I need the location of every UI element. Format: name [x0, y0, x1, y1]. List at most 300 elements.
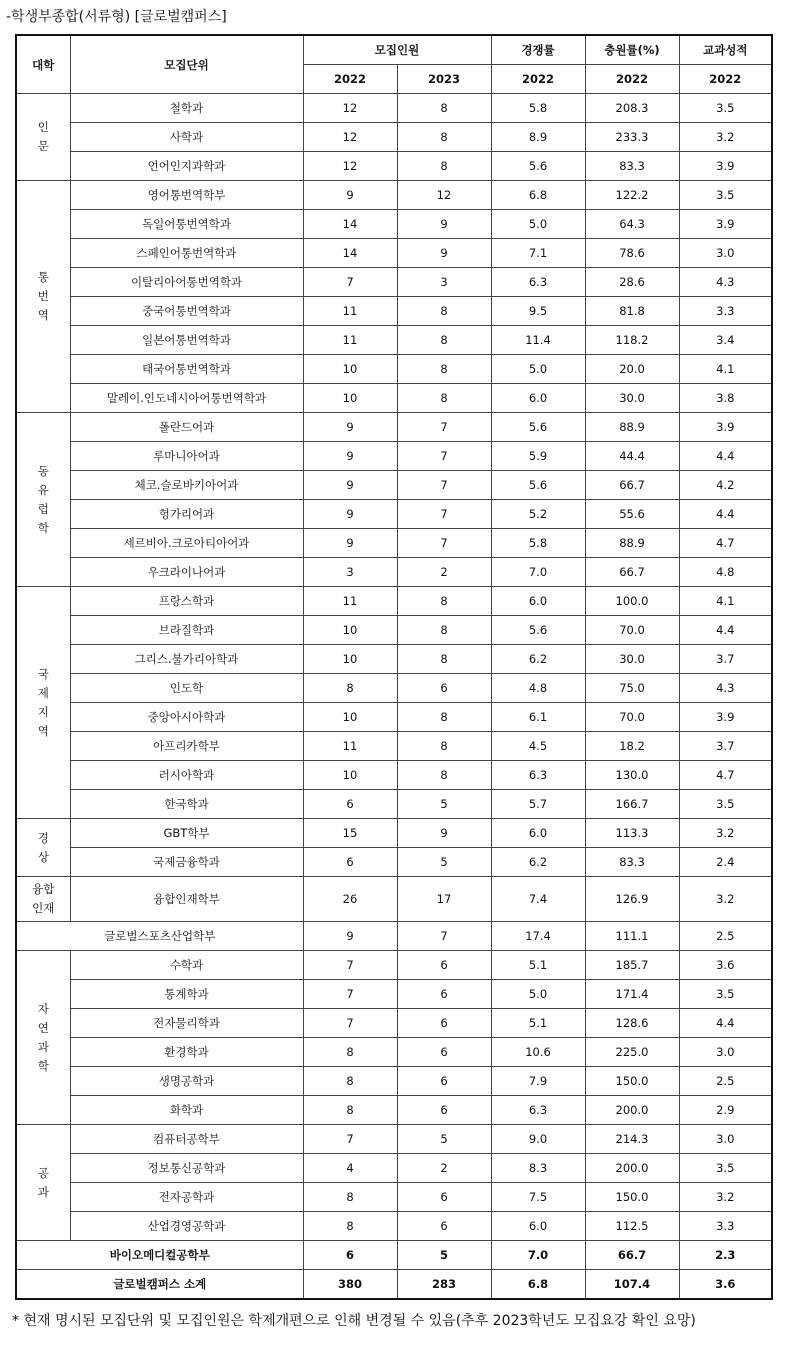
value-cell: 7 — [303, 1125, 397, 1154]
unit-name: 그리스.불가리아학과 — [70, 645, 303, 674]
value-cell: 6.0 — [491, 1212, 585, 1241]
value-cell: 8 — [303, 1212, 397, 1241]
value-cell: 8 — [397, 326, 491, 355]
college-name-part: 인 — [37, 120, 49, 134]
value-cell: 70.0 — [585, 616, 679, 645]
value-cell: 8 — [397, 616, 491, 645]
unit-name: 독일어통번역학과 — [70, 210, 303, 239]
value-cell: 9 — [397, 819, 491, 848]
value-cell: 9.5 — [491, 297, 585, 326]
value-cell: 5.8 — [491, 529, 585, 558]
header-grade: 교과성적 — [679, 35, 772, 65]
value-cell: 8 — [397, 123, 491, 152]
table-row — [16, 980, 772, 1009]
value-cell: 81.8 — [585, 297, 679, 326]
college-name-part: 공 — [37, 1165, 49, 1180]
value-cell: 9 — [303, 922, 397, 951]
header-year: 2022 — [679, 65, 772, 94]
college-name-part: 동 — [37, 463, 49, 478]
value-cell: 12 — [397, 181, 491, 210]
table-row — [16, 1183, 772, 1212]
college-name-part: 융합 — [32, 882, 55, 896]
unit-name: 인도학 — [70, 674, 303, 703]
header-fill-rate: 충원률(%) — [585, 35, 679, 65]
value-cell: 2.4 — [679, 848, 772, 877]
value-cell: 28.6 — [585, 268, 679, 297]
header-year: 2022 — [585, 65, 679, 94]
value-cell: 9 — [303, 442, 397, 471]
value-cell: 3.9 — [679, 152, 772, 181]
value-cell: 11 — [303, 732, 397, 761]
value-cell: 30.0 — [585, 645, 679, 674]
value-cell: 12 — [303, 94, 397, 123]
value-cell: 3.6 — [679, 1270, 772, 1300]
table-row — [16, 268, 772, 297]
table-row — [16, 1038, 772, 1067]
value-cell: 12 — [303, 123, 397, 152]
unit-name: 태국어통번역학과 — [70, 355, 303, 384]
value-cell: 2.5 — [679, 1067, 772, 1096]
value-cell: 8 — [397, 761, 491, 790]
value-cell: 3 — [397, 268, 491, 297]
value-cell: 200.0 — [585, 1154, 679, 1183]
unit-name: 정보통신공학과 — [70, 1154, 303, 1183]
value-cell: 3.3 — [679, 1212, 772, 1241]
value-cell: 6.0 — [491, 819, 585, 848]
header-college: 대학 — [16, 35, 70, 94]
value-cell: 3.5 — [679, 980, 772, 1009]
unit-name: 프랑스학과 — [70, 587, 303, 616]
value-cell: 11 — [303, 587, 397, 616]
value-cell: 6 — [397, 674, 491, 703]
college-name-part: 학 — [37, 520, 49, 535]
value-cell: 7.4 — [491, 877, 585, 922]
value-cell: 5.7 — [491, 790, 585, 819]
table-row — [16, 384, 772, 413]
unit-name: 아프리카학부 — [70, 732, 303, 761]
value-cell: 10 — [303, 761, 397, 790]
value-cell: 11.4 — [491, 326, 585, 355]
value-cell: 6 — [397, 1038, 491, 1067]
unit-name: 생명공학과 — [70, 1067, 303, 1096]
value-cell: 5.6 — [491, 471, 585, 500]
value-cell: 6 — [397, 1096, 491, 1125]
value-cell: 6.2 — [491, 848, 585, 877]
value-cell: 10 — [303, 355, 397, 384]
header-unit: 모집단위 — [70, 35, 303, 94]
header-quota: 모집인원 — [303, 35, 491, 65]
college-name — [16, 413, 70, 587]
value-cell: 7 — [397, 442, 491, 471]
value-cell: 10 — [303, 616, 397, 645]
value-cell: 88.9 — [585, 413, 679, 442]
value-cell: 118.2 — [585, 326, 679, 355]
value-cell: 8 — [397, 645, 491, 674]
value-cell: 225.0 — [585, 1038, 679, 1067]
value-cell: 7.9 — [491, 1067, 585, 1096]
value-cell: 3.0 — [679, 239, 772, 268]
value-cell: 70.0 — [585, 703, 679, 732]
value-cell: 83.3 — [585, 152, 679, 181]
table-row — [16, 500, 772, 529]
value-cell: 113.3 — [585, 819, 679, 848]
college-name-part: 연 — [37, 1020, 49, 1035]
value-cell: 14 — [303, 210, 397, 239]
college-name — [16, 819, 70, 877]
value-cell: 10.6 — [491, 1038, 585, 1067]
unit-name: 헝가리어과 — [70, 500, 303, 529]
table-row — [16, 674, 772, 703]
value-cell: 9 — [303, 529, 397, 558]
value-cell: 15 — [303, 819, 397, 848]
value-cell: 3.9 — [679, 703, 772, 732]
unit-name: 융합인재학부 — [70, 877, 303, 922]
value-cell: 5 — [397, 1241, 491, 1270]
unit-name: 영어통번역학부 — [70, 181, 303, 210]
value-cell: 7 — [397, 922, 491, 951]
value-cell: 233.3 — [585, 123, 679, 152]
value-cell: 10 — [303, 384, 397, 413]
value-cell: 3.2 — [679, 1183, 772, 1212]
value-cell: 3.2 — [679, 819, 772, 848]
table-row — [16, 210, 772, 239]
value-cell: 88.9 — [585, 529, 679, 558]
value-cell: 6 — [397, 1009, 491, 1038]
value-cell: 44.4 — [585, 442, 679, 471]
value-cell: 4.7 — [679, 529, 772, 558]
value-cell: 5.1 — [491, 1009, 585, 1038]
unit-name: 화학과 — [70, 1096, 303, 1125]
value-cell: 7 — [397, 529, 491, 558]
value-cell: 5.0 — [491, 355, 585, 384]
value-cell: 4.3 — [679, 674, 772, 703]
value-cell: 6.1 — [491, 703, 585, 732]
college-name-part: 역 — [37, 308, 49, 322]
value-cell: 7.0 — [491, 558, 585, 587]
value-cell: 64.3 — [585, 210, 679, 239]
value-cell: 4.1 — [679, 587, 772, 616]
college-name — [16, 587, 70, 819]
value-cell: 8 — [303, 1096, 397, 1125]
value-cell: 7 — [303, 951, 397, 980]
value-cell: 5.2 — [491, 500, 585, 529]
value-cell: 8 — [397, 94, 491, 123]
value-cell: 4.4 — [679, 616, 772, 645]
unit-name: 루마니아어과 — [70, 442, 303, 471]
value-cell: 75.0 — [585, 674, 679, 703]
value-cell: 5.1 — [491, 951, 585, 980]
college-name-part: 과 — [37, 1039, 49, 1054]
unit-name: 통계학과 — [70, 980, 303, 1009]
college-name — [16, 1125, 70, 1241]
value-cell: 4.2 — [679, 471, 772, 500]
college-name-part: 역 — [37, 723, 49, 738]
value-cell: 4 — [303, 1154, 397, 1183]
table-row — [16, 239, 772, 268]
value-cell: 66.7 — [585, 1241, 679, 1270]
college-name-part: 통 — [37, 270, 49, 284]
value-cell: 107.4 — [585, 1270, 679, 1300]
value-cell: 7.0 — [491, 1241, 585, 1270]
value-cell: 100.0 — [585, 587, 679, 616]
value-cell: 8.3 — [491, 1154, 585, 1183]
value-cell: 2.9 — [679, 1096, 772, 1125]
unit-name: 러시아학과 — [70, 761, 303, 790]
value-cell: 3 — [303, 558, 397, 587]
value-cell: 4.1 — [679, 355, 772, 384]
table-row — [16, 181, 772, 210]
unit-name: 전자공학과 — [70, 1183, 303, 1212]
value-cell: 6.0 — [491, 587, 585, 616]
value-cell: 20.0 — [585, 355, 679, 384]
unit-name: 산업경영공학과 — [70, 1212, 303, 1241]
table-row — [16, 1212, 772, 1241]
table-row — [16, 123, 772, 152]
unit-name: 말레이.인도네시아어통번역학과 — [70, 384, 303, 413]
value-cell: 3.8 — [679, 384, 772, 413]
value-cell: 6 — [397, 1183, 491, 1212]
table-row — [16, 703, 772, 732]
value-cell: 17 — [397, 877, 491, 922]
footnote: * 현재 명시된 모집단위 및 모집인원은 학제개편으로 인해 변경될 수 있음(추후 2023학년도 모집요강 확인 요망) — [12, 1313, 696, 1329]
value-cell: 8 — [303, 674, 397, 703]
value-cell: 6.3 — [491, 268, 585, 297]
header-year: 2023 — [397, 65, 491, 94]
value-cell: 6.8 — [491, 1270, 585, 1300]
value-cell: 78.6 — [585, 239, 679, 268]
unit-name: 사학과 — [70, 123, 303, 152]
value-cell: 283 — [397, 1270, 491, 1300]
unit-name: 글로벌캠퍼스 소계 — [16, 1270, 303, 1300]
table-row — [16, 297, 772, 326]
table-row — [16, 761, 772, 790]
college-name-part: 상 — [37, 849, 49, 864]
unit-name: 바이오메디컬공학부 — [16, 1241, 303, 1270]
page-title: -학생부종합(서류형) [글로벌캠퍼스] — [6, 9, 227, 25]
value-cell: 9 — [303, 413, 397, 442]
college-name-part: 문 — [37, 139, 49, 153]
unit-name: 일본어통번역학과 — [70, 326, 303, 355]
value-cell: 5 — [397, 1125, 491, 1154]
value-cell: 3.0 — [679, 1038, 772, 1067]
value-cell: 17.4 — [491, 922, 585, 951]
unit-name: 환경학과 — [70, 1038, 303, 1067]
value-cell: 5.6 — [491, 616, 585, 645]
value-cell: 5 — [397, 848, 491, 877]
value-cell: 7 — [397, 500, 491, 529]
value-cell: 122.2 — [585, 181, 679, 210]
value-cell: 214.3 — [585, 1125, 679, 1154]
unit-name: 세르비아.크로아티아어과 — [70, 529, 303, 558]
value-cell: 4.5 — [491, 732, 585, 761]
table-row — [16, 326, 772, 355]
value-cell: 8 — [303, 1038, 397, 1067]
value-cell: 55.6 — [585, 500, 679, 529]
unit-name: 수학과 — [70, 951, 303, 980]
value-cell: 3.5 — [679, 181, 772, 210]
value-cell: 10 — [303, 703, 397, 732]
value-cell: 7 — [303, 1009, 397, 1038]
table-row — [16, 355, 772, 384]
value-cell: 4.7 — [679, 761, 772, 790]
value-cell: 26 — [303, 877, 397, 922]
table-row — [16, 1125, 772, 1154]
table-row — [16, 529, 772, 558]
value-cell: 6 — [397, 1212, 491, 1241]
value-cell: 3.9 — [679, 413, 772, 442]
table-row — [16, 819, 772, 848]
value-cell: 3.2 — [679, 877, 772, 922]
value-cell: 66.7 — [585, 471, 679, 500]
table-row — [16, 877, 772, 922]
value-cell: 7.1 — [491, 239, 585, 268]
value-cell: 6 — [303, 848, 397, 877]
table-row — [16, 152, 772, 181]
value-cell: 6 — [397, 1067, 491, 1096]
college-name-part: 럽 — [37, 501, 49, 516]
value-cell: 6 — [397, 980, 491, 1009]
unit-name: 이탈리아어통번역학과 — [70, 268, 303, 297]
value-cell: 3.5 — [679, 1154, 772, 1183]
value-cell: 7 — [397, 413, 491, 442]
unit-name: 폴란드어과 — [70, 413, 303, 442]
value-cell: 3.3 — [679, 297, 772, 326]
value-cell: 2 — [397, 1154, 491, 1183]
table-row — [16, 848, 772, 877]
college-name-part: 인재 — [32, 901, 55, 915]
unit-name: 전자물리학과 — [70, 1009, 303, 1038]
unit-name: 컴퓨터공학부 — [70, 1125, 303, 1154]
value-cell: 5.9 — [491, 442, 585, 471]
value-cell: 111.1 — [585, 922, 679, 951]
unit-name: 중앙아시아학과 — [70, 703, 303, 732]
college-name-part: 학 — [37, 1058, 49, 1073]
value-cell: 8 — [397, 732, 491, 761]
value-cell: 10 — [303, 645, 397, 674]
unit-name: 우크라이나어과 — [70, 558, 303, 587]
value-cell: 7.5 — [491, 1183, 585, 1212]
value-cell: 4.4 — [679, 500, 772, 529]
value-cell: 3.7 — [679, 732, 772, 761]
value-cell: 6 — [303, 1241, 397, 1270]
college-name-part: 경 — [37, 830, 49, 845]
value-cell: 3.5 — [679, 94, 772, 123]
value-cell: 11 — [303, 297, 397, 326]
value-cell: 5.0 — [491, 210, 585, 239]
value-cell: 6.8 — [491, 181, 585, 210]
header-year: 2022 — [303, 65, 397, 94]
table-row — [16, 94, 772, 123]
value-cell: 5.6 — [491, 152, 585, 181]
value-cell: 5.0 — [491, 980, 585, 1009]
value-cell: 9 — [303, 471, 397, 500]
value-cell: 7 — [303, 268, 397, 297]
value-cell: 12 — [303, 152, 397, 181]
value-cell: 150.0 — [585, 1183, 679, 1212]
value-cell: 2.5 — [679, 922, 772, 951]
unit-name: 한국학과 — [70, 790, 303, 819]
table-row — [16, 413, 772, 442]
value-cell: 112.5 — [585, 1212, 679, 1241]
value-cell: 3.0 — [679, 1125, 772, 1154]
college-name-part: 과 — [37, 1184, 49, 1199]
value-cell: 3.9 — [679, 210, 772, 239]
value-cell: 8 — [397, 152, 491, 181]
college-name-part: 제 — [37, 685, 49, 700]
value-cell: 6.2 — [491, 645, 585, 674]
value-cell: 8 — [303, 1067, 397, 1096]
value-cell: 11 — [303, 326, 397, 355]
value-cell: 208.3 — [585, 94, 679, 123]
college-name-part: 번 — [37, 289, 49, 303]
value-cell: 8 — [397, 587, 491, 616]
college-name — [16, 877, 70, 922]
table-row — [16, 922, 772, 951]
unit-name: 철학과 — [70, 94, 303, 123]
unit-name: GBT학부 — [70, 819, 303, 848]
college-name-part: 지 — [37, 704, 49, 719]
unit-name: 브라질학과 — [70, 616, 303, 645]
value-cell: 150.0 — [585, 1067, 679, 1096]
value-cell: 8 — [397, 297, 491, 326]
value-cell: 2 — [397, 558, 491, 587]
value-cell: 18.2 — [585, 732, 679, 761]
value-cell: 130.0 — [585, 761, 679, 790]
unit-name: 체코.슬로바키아어과 — [70, 471, 303, 500]
table-row — [16, 1270, 772, 1300]
table-row — [16, 442, 772, 471]
table-row — [16, 1009, 772, 1038]
unit-name: 국제금융학과 — [70, 848, 303, 877]
value-cell: 8.9 — [491, 123, 585, 152]
unit-name: 언어인지과학과 — [70, 152, 303, 181]
value-cell: 8 — [397, 703, 491, 732]
college-name — [16, 181, 70, 413]
value-cell: 3.6 — [679, 951, 772, 980]
value-cell: 6.3 — [491, 1096, 585, 1125]
value-cell: 9.0 — [491, 1125, 585, 1154]
value-cell: 6 — [303, 790, 397, 819]
value-cell: 3.4 — [679, 326, 772, 355]
table-row — [16, 1096, 772, 1125]
value-cell: 6 — [397, 951, 491, 980]
value-cell: 2.3 — [679, 1241, 772, 1270]
value-cell: 4.4 — [679, 1009, 772, 1038]
table-row — [16, 951, 772, 980]
value-cell: 8 — [397, 355, 491, 384]
college-name — [16, 94, 70, 181]
table-row — [16, 587, 772, 616]
value-cell: 9 — [303, 500, 397, 529]
admission-table — [15, 34, 773, 1300]
value-cell: 200.0 — [585, 1096, 679, 1125]
value-cell: 14 — [303, 239, 397, 268]
value-cell: 4.8 — [679, 558, 772, 587]
value-cell: 185.7 — [585, 951, 679, 980]
value-cell: 3.5 — [679, 790, 772, 819]
table-body — [16, 94, 772, 1300]
college-name — [16, 951, 70, 1125]
college-name-part: 국 — [37, 666, 49, 681]
value-cell: 4.8 — [491, 674, 585, 703]
unit-name: 글로벌스포츠산업학부 — [16, 922, 303, 951]
unit-name: 스페인어통번역학과 — [70, 239, 303, 268]
value-cell: 3.7 — [679, 645, 772, 674]
table-row — [16, 645, 772, 674]
value-cell: 7 — [303, 980, 397, 1009]
table-row — [16, 790, 772, 819]
value-cell: 66.7 — [585, 558, 679, 587]
